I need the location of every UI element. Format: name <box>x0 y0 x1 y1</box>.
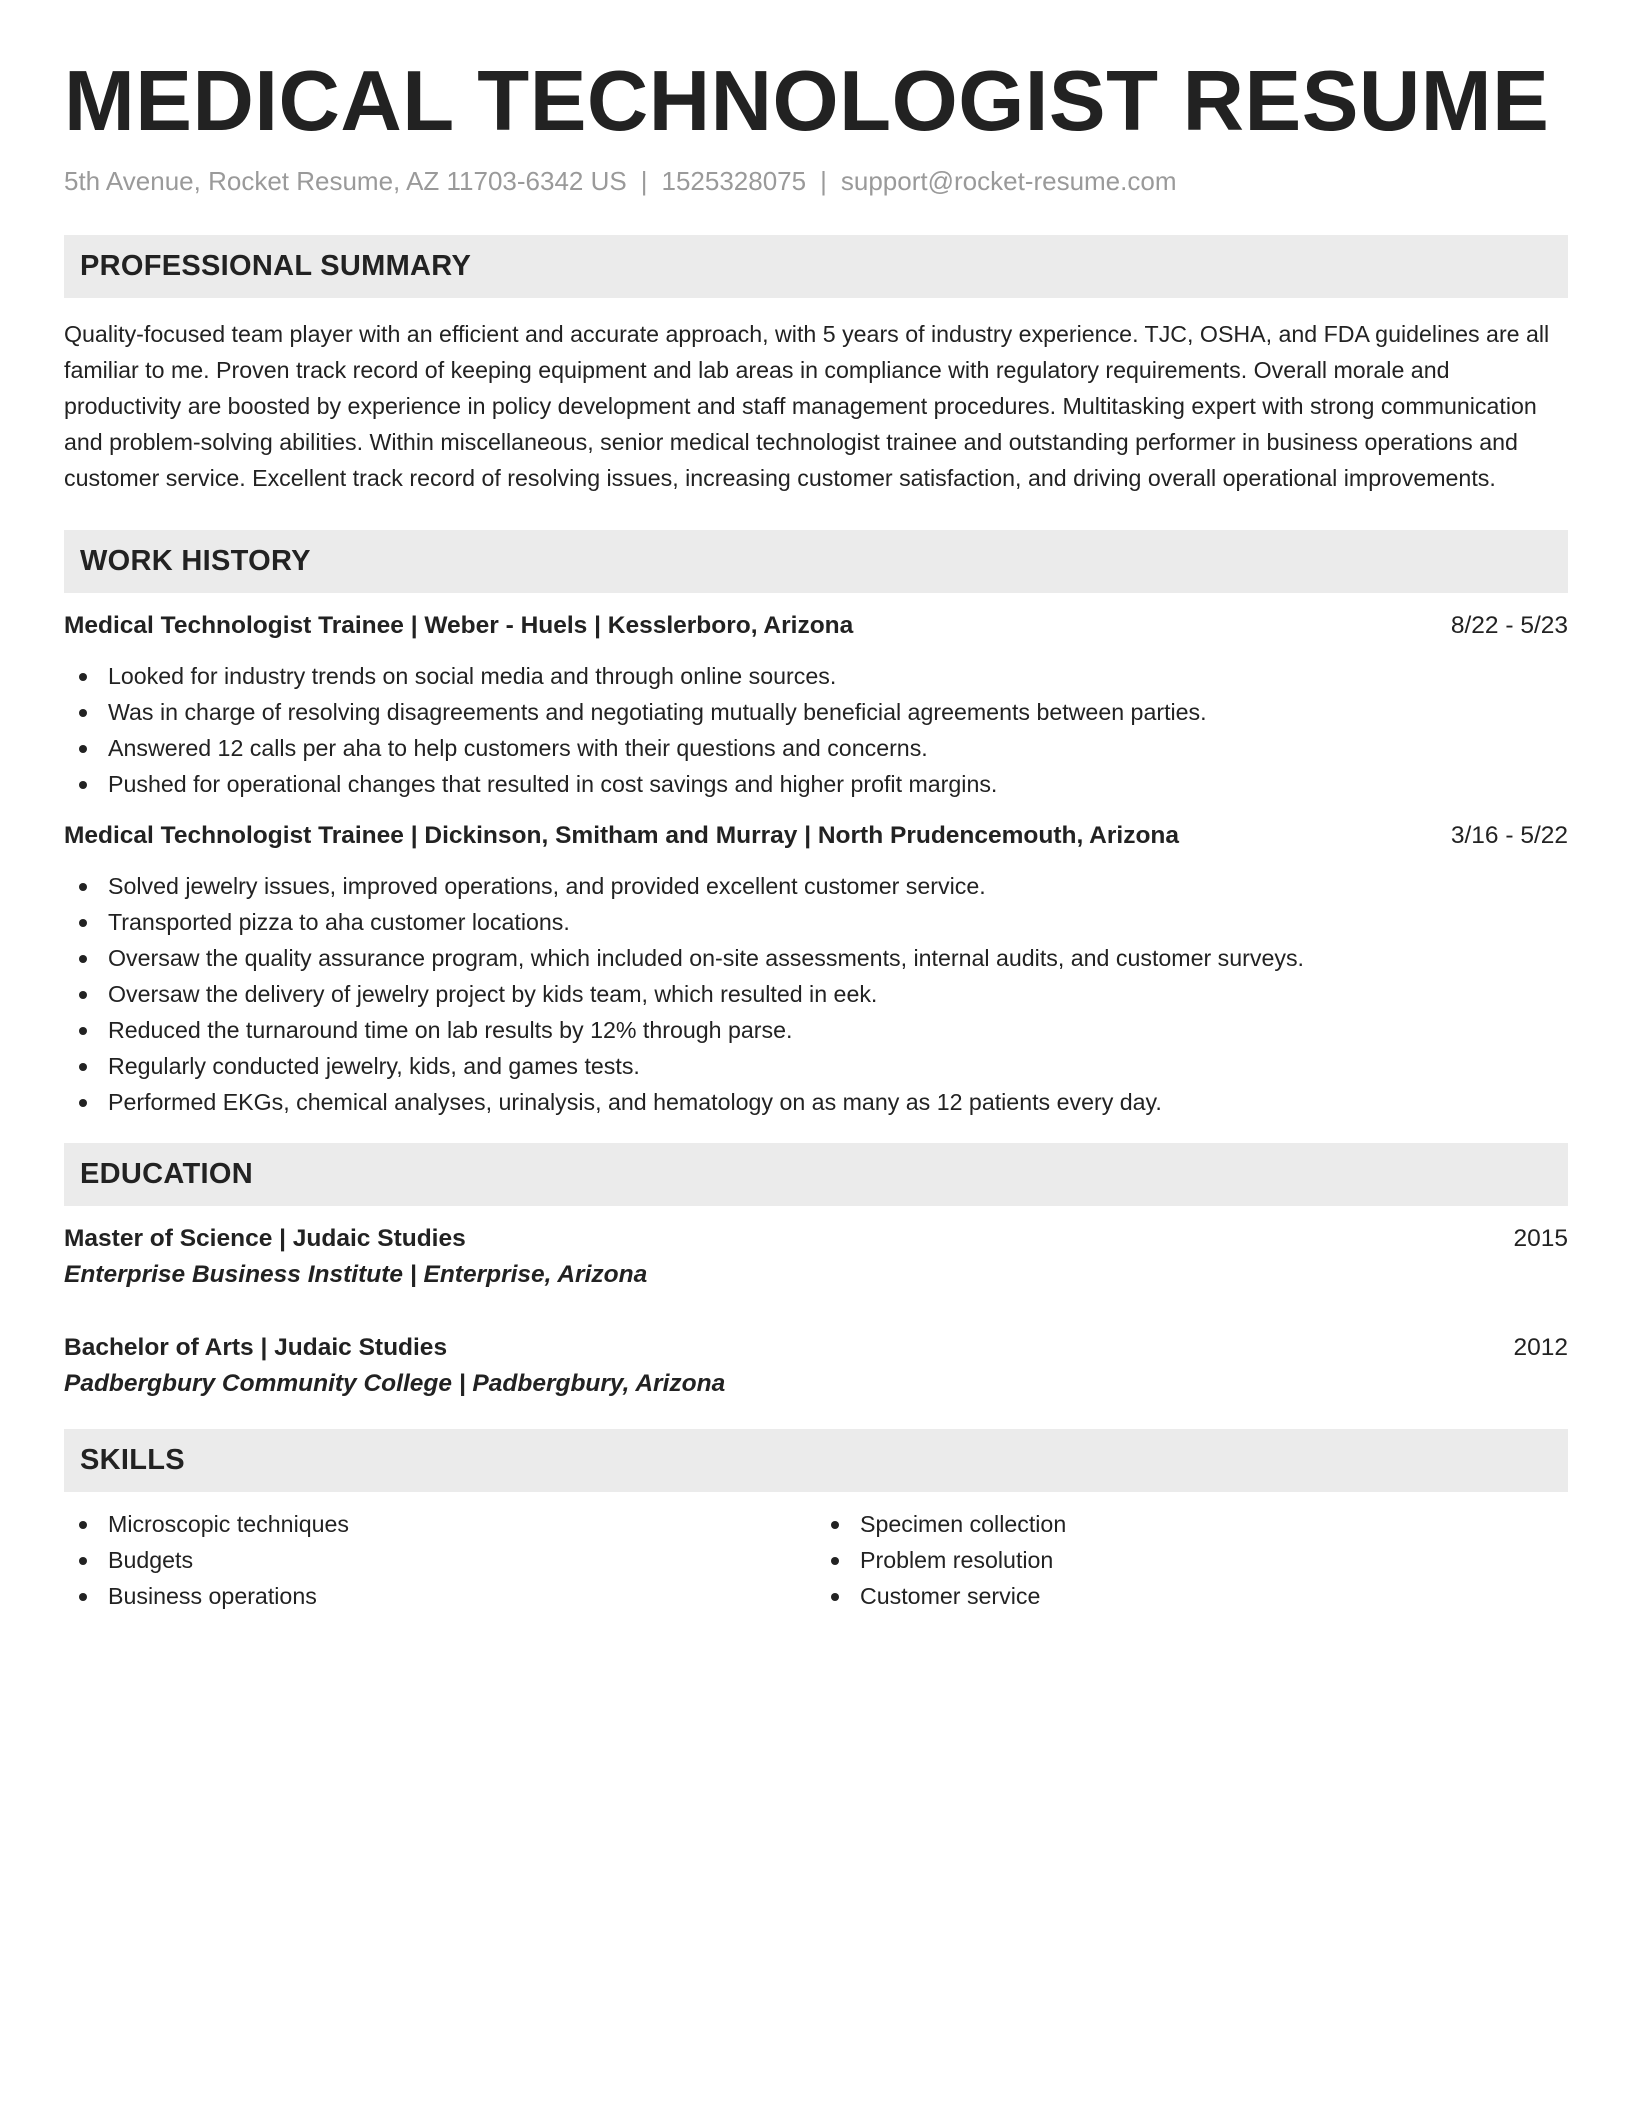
job-bullets <box>64 868 1568 1120</box>
list-item <box>64 1048 1568 1084</box>
list-item <box>64 730 1568 766</box>
bullet-text: Transported pizza to aha customer locations. <box>108 909 570 935</box>
bullet-icon <box>79 745 87 753</box>
list-item <box>64 766 1568 802</box>
education-year: 2012 <box>1513 1334 1568 1361</box>
list-item <box>816 1506 1568 1542</box>
skills-column-left <box>64 1506 816 1614</box>
bullet-text: Pushed for operational changes that resulted in cost savings and higher profit margins. <box>108 771 998 797</box>
bullet-text: Reduced the turnaround time on lab results by 12% through parse. <box>108 1017 793 1043</box>
contact-line <box>64 164 1568 198</box>
bullet-icon <box>79 1593 87 1601</box>
contact-address: 5th Avenue, Rocket Resume, AZ 11703-6342 US <box>64 166 627 196</box>
list-item <box>64 694 1568 730</box>
bullet-text: Regularly conducted jewelry, kids, and games tests. <box>108 1053 640 1079</box>
list-item <box>64 904 1568 940</box>
bullet-icon <box>831 1557 839 1565</box>
summary-text: Quality-focused team player with an efficient and accurate approach, with 5 years of industry experience. TJC, OSHA, and FDA guidelines are all familiar to me. Proven track record of keeping equipment and lab areas in compliance with regulatory requirements. Overall morale and productivity are boosted by experience in policy development and staff management procedures. Multitasking expert with strong communication and problem-solving abilities. Within miscellaneous, senior medical technologist trainee and outstanding performer in business operations and customer service. Excellent track record of resolving issues, increasing customer satisfaction, and driving overall operational improvements. <box>64 321 1550 491</box>
skill-text: Problem resolution <box>860 1547 1054 1573</box>
list-item <box>64 1012 1568 1048</box>
education-degree: Master of Science | Judaic Studies <box>64 1225 466 1252</box>
bullet-text: Was in charge of resolving disagreements and negotiating mutually beneficial agreements between parties. <box>108 699 1207 725</box>
education-entry <box>64 1330 1568 1402</box>
resume-title: MEDICAL TECHNOLOGIST RESUME <box>64 54 1550 149</box>
bullet-icon <box>79 781 87 789</box>
job-header <box>64 818 1568 854</box>
bullet-text: Oversaw the quality assurance program, which included on-site assessments, internal audits, and customer surveys. <box>108 945 1305 971</box>
section-heading-skills: SKILLS <box>64 1429 1568 1492</box>
bullet-text: Performed EKGs, chemical analyses, urinalysis, and hematology on as many as 12 patients every day. <box>108 1089 1162 1115</box>
job-entry <box>64 608 1568 802</box>
bullet-text: Answered 12 calls per aha to help customers with their questions and concerns. <box>108 735 928 761</box>
list-item <box>64 868 1568 904</box>
skills-grid <box>64 1506 1568 1614</box>
bullet-icon <box>79 673 87 681</box>
bullet-icon <box>79 1557 87 1565</box>
education-degree: Bachelor of Arts | Judaic Studies <box>64 1334 448 1361</box>
contact-separator: | <box>820 166 827 196</box>
section-heading-work: WORK HISTORY <box>64 530 1568 593</box>
bullet-icon <box>79 1099 87 1107</box>
skill-text: Customer service <box>860 1583 1041 1609</box>
section-heading-education: EDUCATION <box>64 1143 1568 1206</box>
job-dates: 8/22 - 5/23 <box>1450 612 1568 639</box>
education-school: Padbergbury Community College | Padbergbury, Arizona <box>64 1370 726 1397</box>
list-item <box>816 1542 1568 1578</box>
job-bullets <box>64 658 1568 802</box>
bullet-icon <box>79 991 87 999</box>
skill-text: Business operations <box>108 1583 317 1609</box>
bullet-icon <box>831 1521 839 1529</box>
job-title: Medical Technologist Trainee | Dickinson, Smitham and Murray | North Prudencemouth, Arizona <box>64 822 1180 849</box>
list-item <box>64 658 1568 694</box>
bullet-icon <box>79 1521 87 1529</box>
contact-separator: | <box>640 166 648 196</box>
job-entry <box>64 818 1568 1120</box>
skill-text: Microscopic techniques <box>108 1511 350 1537</box>
education-entry <box>64 1221 1568 1293</box>
job-header <box>64 608 1568 644</box>
bullet-text: Looked for industry trends on social media and through online sources. <box>108 663 837 689</box>
list-item <box>816 1578 1568 1614</box>
education-header <box>64 1221 1568 1257</box>
skills-column-right <box>816 1506 1568 1614</box>
list-item <box>64 1578 816 1614</box>
education-header <box>64 1330 1568 1366</box>
bullet-icon <box>79 883 87 891</box>
job-dates: 3/16 - 5/22 <box>1450 822 1568 849</box>
list-item <box>64 1084 1568 1120</box>
education-year: 2015 <box>1513 1225 1568 1252</box>
contact-email: support@rocket-resume.com <box>840 166 1177 196</box>
education-school: Enterprise Business Institute | Enterprise, Arizona <box>64 1261 648 1288</box>
bullet-icon <box>79 1027 87 1035</box>
contact-phone: 1525328075 <box>661 166 807 196</box>
section-heading-summary: PROFESSIONAL SUMMARY <box>64 235 1568 298</box>
list-item <box>64 976 1568 1012</box>
skill-text: Specimen collection <box>860 1511 1067 1537</box>
bullet-icon <box>79 955 87 963</box>
bullet-icon <box>79 709 87 717</box>
bullet-icon <box>79 919 87 927</box>
list-item <box>64 1506 816 1542</box>
list-item <box>64 1542 816 1578</box>
list-item <box>64 940 1568 976</box>
job-title: Medical Technologist Trainee | Weber - Huels | Kesslerboro, Arizona <box>64 612 854 639</box>
bullet-icon <box>831 1593 839 1601</box>
bullet-text: Oversaw the delivery of jewelry project by kids team, which resulted in eek. <box>108 981 878 1007</box>
bullet-text: Solved jewelry issues, improved operations, and provided excellent customer service. <box>108 873 986 899</box>
skill-text: Budgets <box>108 1547 194 1573</box>
bullet-icon <box>79 1063 87 1071</box>
